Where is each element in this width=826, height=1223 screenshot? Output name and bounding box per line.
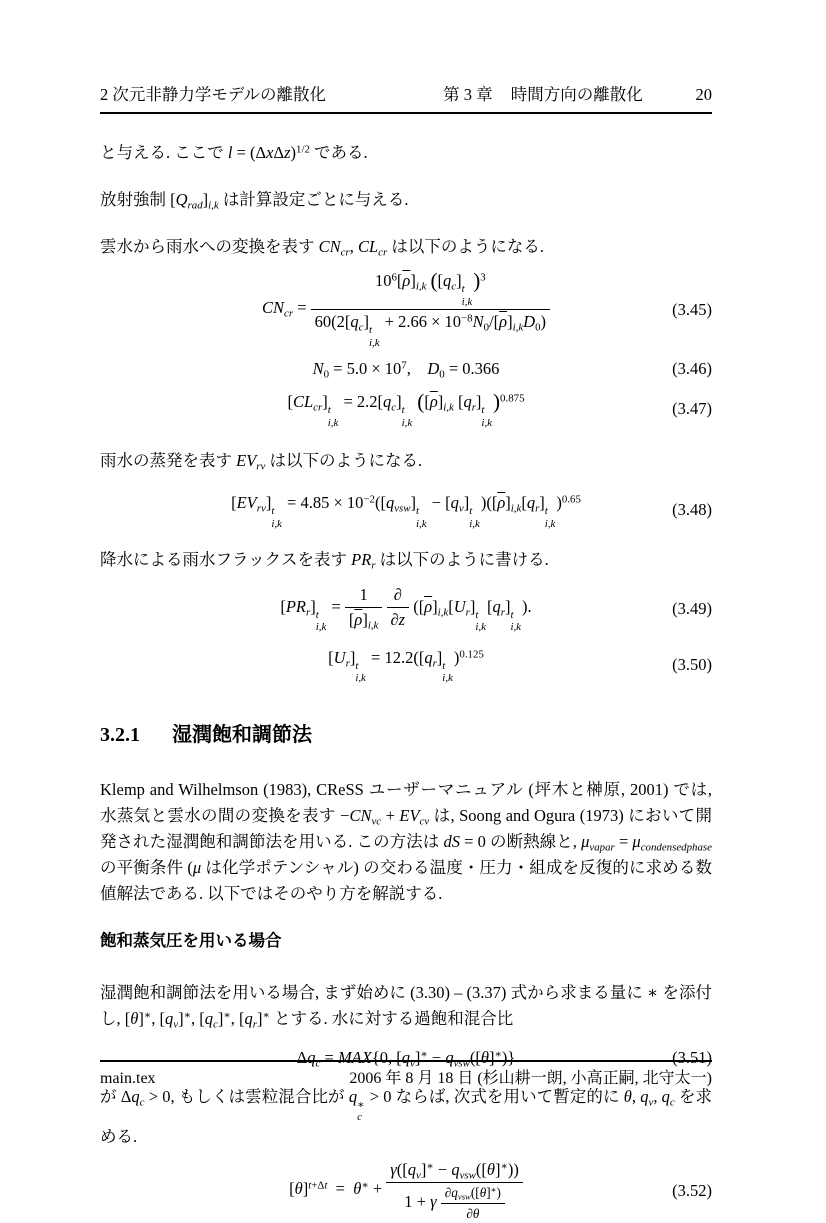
page-footer [100,1060,712,1090]
equation-3-52 [100,1159,712,1223]
equation-3-50-number: (3.50) [672,654,712,674]
paragraph-condition: が $\Delta q_c > 0$, もしくは雲粒混合比が q ∗ c > 0 ならば, 次式を用いて暫定的に θ, $q_v$, $q_c$ を求める. [100,1086,713,1146]
equation-3-48-number: (3.48) [672,500,712,520]
equation-3-45-body: $CN_{cr}$ = $10^6[\overline{\rho}]_{i,k}$ ($[q_c]$ t i,k )$^3$ $60(2[q_c]$ t i,k + $2.66 \times 10^{-8}N_0/[\overline{\rho}]_{i,k}D_0$) [262,298,550,317]
equation-3-46-body: $N_0 = 5.0 \times 10^7$, $D_0 = 0.366$ [312,359,500,381]
equation-3-52-number: (3.52) [672,1180,712,1200]
footer-filename: main.tex [100,1070,156,1087]
page-header [100,0,712,108]
equation-3-45 [100,270,712,349]
equation-3-45-number: (3.45) [672,299,712,319]
page-content [100,0,712,1223]
paragraph-rain-evaporation: 雨水の蒸発を表す $EV_{rv}$ は以下のようになる. [100,451,423,473]
paragraph-cloud-to-rain: 雲水から雨水への変換を表す $CN_{cr}$, $CL_{cr}$ は以下のようになる. [100,237,544,259]
footer-date-authors: 2006 年 8 月 18 日 (杉山耕一朗, 小高正嗣, 北守太一) [349,1070,712,1087]
equation-3-48 [100,490,712,530]
chapter-title: 時間方向の離散化 [510,85,643,104]
page-number: 20 [695,85,712,104]
equation-3-50 [100,645,712,685]
running-title: 2 次元非静力学モデルの離散化 [100,85,327,104]
equation-3-47-number: (3.47) [672,399,712,419]
equation-3-49-number: (3.49) [672,598,712,618]
equation-3-46 [100,356,712,382]
paragraph-grid-length: と与える. ここで $l = (\Delta x\Delta z)^{1/2}$ である. [100,143,368,162]
paragraph-radiative-forcing: 放射強制 $[Q_{rad}]_{i,k}$ は計算設定ごとに与える. [100,190,409,212]
section-title: 湿潤飽和調節法 [172,723,312,746]
equation-3-51-body: $\Delta q_c = MAX\{0$, $[q_v]^∗ - q_{vsw}([\theta]^∗)$} [296,1047,516,1069]
paragraph-moist-adjustment-intro: Klemp and Wilhelmson (1983), CReSS ユーザーマニュアル (坪木と榊原, 2001) では, 水蒸気と雲水の間の変換を表す $-CN_{vc} + EV_{cv}$ は, Soong and Ogura (1973) において開発された湿潤飽和調節法を用いる. この方法は dS = 0 の断熱線と, $\mu_{vapar} = \mu_{condensedphase}$ の平衡条件 (μ は化学ポテンシャル) の交わる温度・圧力・組成を反復的に求める数値解法である. 以下ではそのやり方を解説する. [100,779,712,903]
equation-3-47-body: $[CL_{cr}]$ t i,k = $2.2[q_c]$ t i,k ($[\overline{\rho}]_{i,k}$ $[q_r]$ t i,k )$^{0.875}$ [287,389,525,429]
paragraph-rain-flux: 降水による雨水フラックスを表す $PR_r$ は以下のように書ける. [100,550,549,572]
chapter-label: 第 3 章 [443,85,493,104]
equation-3-50-body: $[U_r]$ t i,k = $12.2([q_r]$ t i,k )$^{0.125}$ [328,647,484,685]
equation-3-47 [100,389,712,429]
equation-3-46-number: (3.46) [672,359,712,379]
paragraph-saturation-vapor: 湿潤飽和調節法を用いる場合, まず始めに (3.30) – (3.37) 式から求まる量に ∗ を添付し, [θ]∗, $[q_v]^∗$, $[q_c]^∗$, $[q_r]^∗$ とする. 水に対する過飽和混合比 [100,982,712,1030]
section-heading [100,723,712,747]
section-number: 3.2.1 [100,723,140,746]
header-rule [100,112,712,114]
equation-3-48-body: $[EV_{rv}]$ t i,k = $4.85 \times 10^{-2}([q_{vsw}]$ t i,k − $[q_v]$ t i,k )($[\overline{\rho}]_{i,k}[q_r]$ t i,k )$^{0.65}$ [231,493,581,530]
equation-3-49 [100,584,712,634]
equation-3-51-number: (3.51) [672,1047,712,1067]
subsection-heading: 飽和蒸気圧を用いる場合 [100,931,282,950]
equation-3-49-body: $[PR_r]$ t i,k = $\frac{1}{[\overline{\rho}]_{i,k}}$ $\frac{\partial}{\partial z}$ ($[\overline{\rho}]_{i,k}[U_r]$ t i,k $[q_r]$ t i,k ). [280,585,532,634]
equation-3-52-body: $[\theta]^{t+\Delta t} = \theta^∗$ + $\gamma([q_v]^∗ - q_{vsw}([\theta]^∗))$ 1 + γ $\frac{\partial q_{vsw}([\theta]^∗)}{\partial\theta}$ [289,1179,523,1198]
